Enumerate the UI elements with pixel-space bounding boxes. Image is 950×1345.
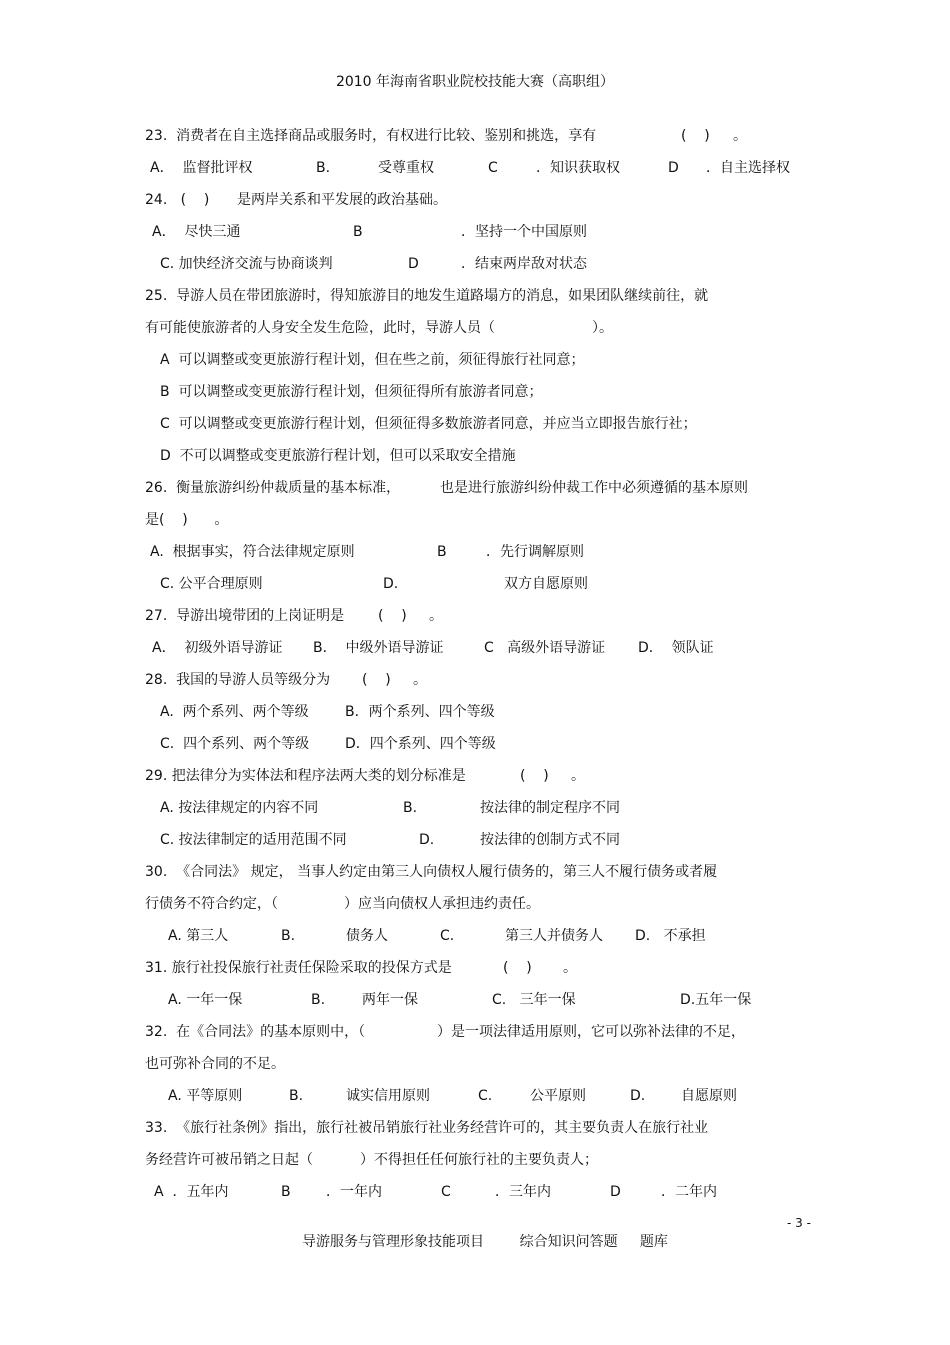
text-line-segment: B. <box>289 1088 304 1104</box>
text-line-segment: ( ) <box>362 672 391 688</box>
text-line-segment: 。 <box>563 960 577 976</box>
text-line-segment: B. <box>403 800 418 816</box>
text-line-segment: D. <box>419 832 435 848</box>
text-line-segment: 26. 衡量旅游纠纷仲裁质量的基本标准， <box>145 480 401 496</box>
text-line-segment: A. 平等原则 <box>168 1088 243 1104</box>
text-line-segment: D <box>610 1184 621 1200</box>
text-line-segment: ( ) <box>503 960 532 976</box>
text-line-segment: ( ) <box>681 128 710 144</box>
text-line-segment: 双方自愿原则 <box>504 576 588 592</box>
text-line-segment: 23. 消费者在自主选择商品或服务时，有权进行比较、鉴别和挑选，享有 <box>145 128 597 144</box>
text-line-segment: 有可能使旅游者的人身安全发生危险，此时，导游人员（ <box>145 320 495 336</box>
text-line-segment: ．一年内 <box>326 1184 382 1200</box>
page-footer: 导游服务与管理形象技能项目 综合知识问答题 题库 <box>302 1234 668 1250</box>
text-line-segment: D 不可以调整或变更旅游行程计划，但可以采取安全措施 <box>160 448 516 464</box>
text-line-segment: A. 第三人 <box>168 928 229 944</box>
text-line-segment: 行债务不符合约定，（ <box>145 896 278 912</box>
text-line-segment: B. <box>281 928 296 944</box>
text-line-segment: 25. 导游人员在带团旅游时，得知旅游目的地发生道路塌方的消息，如果团队继续前往，就 <box>145 288 709 304</box>
text-line-segment: 。 <box>413 672 427 688</box>
text-line-segment: 债务人 <box>346 928 388 944</box>
text-line-segment: 24. ( ) <box>145 192 210 208</box>
text-line-segment: 。 <box>571 768 585 784</box>
text-line-segment: 28. 我国的导游人员等级分为 <box>145 672 331 688</box>
text-line-segment: A 可以调整或变更旅游行程计划，但在些之前，须征得旅行社同意； <box>160 352 585 368</box>
text-line-segment: 也可弥补合同的不足。 <box>145 1056 285 1072</box>
text-line-segment: 第三人并债务人 <box>505 928 603 944</box>
text-line-segment: ．知识获取权 <box>536 160 620 176</box>
text-line-segment: C. 加快经济交流与协商谈判 <box>160 256 333 272</box>
text-line-segment: B. <box>311 992 326 1008</box>
text-line-segment: ）不得担任任何旅行社的主要负责人； <box>360 1152 598 1168</box>
text-line-segment: 。 <box>733 128 747 144</box>
text-line-segment: A． 尽快三通 <box>152 224 241 240</box>
text-line-segment: D． 领队证 <box>638 640 714 656</box>
text-line-segment: ．结束两岸敌对状态 <box>461 256 587 272</box>
text-line-segment: B. <box>316 160 331 176</box>
text-line-segment: 。 <box>429 608 443 624</box>
text-line-segment: D.五年一保 <box>680 992 752 1008</box>
text-line-segment: 受尊重权 <box>378 160 434 176</box>
text-line-segment: A. 按法律规定的内容不同 <box>160 800 319 816</box>
text-line-segment: 按法律的制定程序不同 <box>480 800 620 816</box>
text-line-segment: 33. 《旅行社条例》指出，旅行社被吊销旅行社业务经营许可的，其主要负责人在旅行社业 <box>145 1120 709 1136</box>
text-line-segment: ( ) <box>520 768 549 784</box>
text-line-segment: ）。 <box>592 320 613 336</box>
text-line-segment: ．坚持一个中国原则 <box>461 224 587 240</box>
text-line-segment: 32. 在《合同法》的基本原则中，（ <box>145 1024 366 1040</box>
text-line-segment: A. 两个系列、两个等级 <box>160 704 309 720</box>
text-line-segment: D. <box>630 1088 646 1104</box>
text-line-segment: ( ) <box>378 608 407 624</box>
text-line-segment: A． 监督批评权 <box>150 160 253 176</box>
text-line-segment: C <box>488 160 498 176</box>
text-line-segment: B <box>437 544 447 560</box>
text-line-segment: 诚实信用原则 <box>346 1088 430 1104</box>
text-line-segment: A. 一年一保 <box>168 992 243 1008</box>
text-line-segment: C 高级外语导游证 <box>484 640 606 656</box>
text-line-segment: C. <box>440 928 455 944</box>
text-line-segment: B． 中级外语导游证 <box>313 640 444 656</box>
text-line-segment: 两年一保 <box>362 992 418 1008</box>
text-line-segment: 30. 《合同法》 规定， 当事人约定由第三人向债权人履行债务的，第三人不履行债务或者履 <box>145 864 718 880</box>
text-line-segment: B．两个系列、四个等级 <box>345 704 495 720</box>
text-line-segment: D. <box>383 576 399 592</box>
text-line-segment: A． 初级外语导游证 <box>152 640 283 656</box>
page-number: - 3 - <box>787 1216 811 1230</box>
text-line-segment: A ．五年内 <box>154 1184 229 1200</box>
text-line-segment: C. 按法律制定的适用范围不同 <box>160 832 347 848</box>
text-line-segment: D <box>668 160 679 176</box>
text-line-segment: D. 不承担 <box>635 928 706 944</box>
text-line-segment: 务经营许可被吊销之日起（ <box>145 1152 313 1168</box>
text-line-segment: C 可以调整或变更旅游行程计划，但须征得多数旅游者同意，并应当立即报告旅行社； <box>160 416 697 432</box>
text-line-segment: 27. 导游出境带团的上岗证明是 <box>145 608 345 624</box>
text-line-segment: C. 公平合理原则 <box>160 576 263 592</box>
text-line-segment: 29. 把法律分为实体法和程序法两大类的划分标准是 <box>145 768 466 784</box>
text-line-segment: ）应当向债权人承担违约责任。 <box>344 896 540 912</box>
text-line-segment: 是两岸关系和平发展的政治基础。 <box>237 192 447 208</box>
text-line-segment: ．先行调解原则 <box>486 544 584 560</box>
text-line-segment: B <box>281 1184 291 1200</box>
text-line-segment: A. 根据事实，符合法律规定原则 <box>150 544 355 560</box>
text-line-segment: 自愿原则 <box>681 1088 737 1104</box>
text-line-segment: B <box>353 224 363 240</box>
text-line-segment: ．三年内 <box>495 1184 551 1200</box>
page-header-title: 2010 年海南省职业院校技能大赛（高职组） <box>335 74 615 90</box>
text-line-segment: D．四个系列、四个等级 <box>345 736 496 752</box>
text-line-segment: 也是进行旅游纠纷仲裁工作中必须遵循的基本原则 <box>440 480 748 496</box>
text-line-segment: ）是一项法律适用原则，它可以弥补法律的不足， <box>437 1024 745 1040</box>
text-line-segment: 是( ) 。 <box>145 512 229 528</box>
text-line-segment: B 可以调整或变更旅游行程计划，但须征得所有旅游者同意； <box>160 384 543 400</box>
text-line-segment: ．自主选择权 <box>706 160 790 176</box>
text-line-segment: C <box>441 1184 451 1200</box>
text-line-segment: 31. 旅行社投保旅行社责任保险采取的投保方式是 <box>145 960 452 976</box>
text-line-segment: 按法律的创制方式不同 <box>480 832 620 848</box>
text-line-segment: D <box>408 256 419 272</box>
text-line-segment: ．二年内 <box>661 1184 717 1200</box>
text-line-segment: C. 四个系列、两个等级 <box>160 736 310 752</box>
text-line-segment: C. <box>478 1088 493 1104</box>
text-line-segment: C. 三年一保 <box>492 992 576 1008</box>
text-line-segment: 公平原则 <box>530 1088 586 1104</box>
